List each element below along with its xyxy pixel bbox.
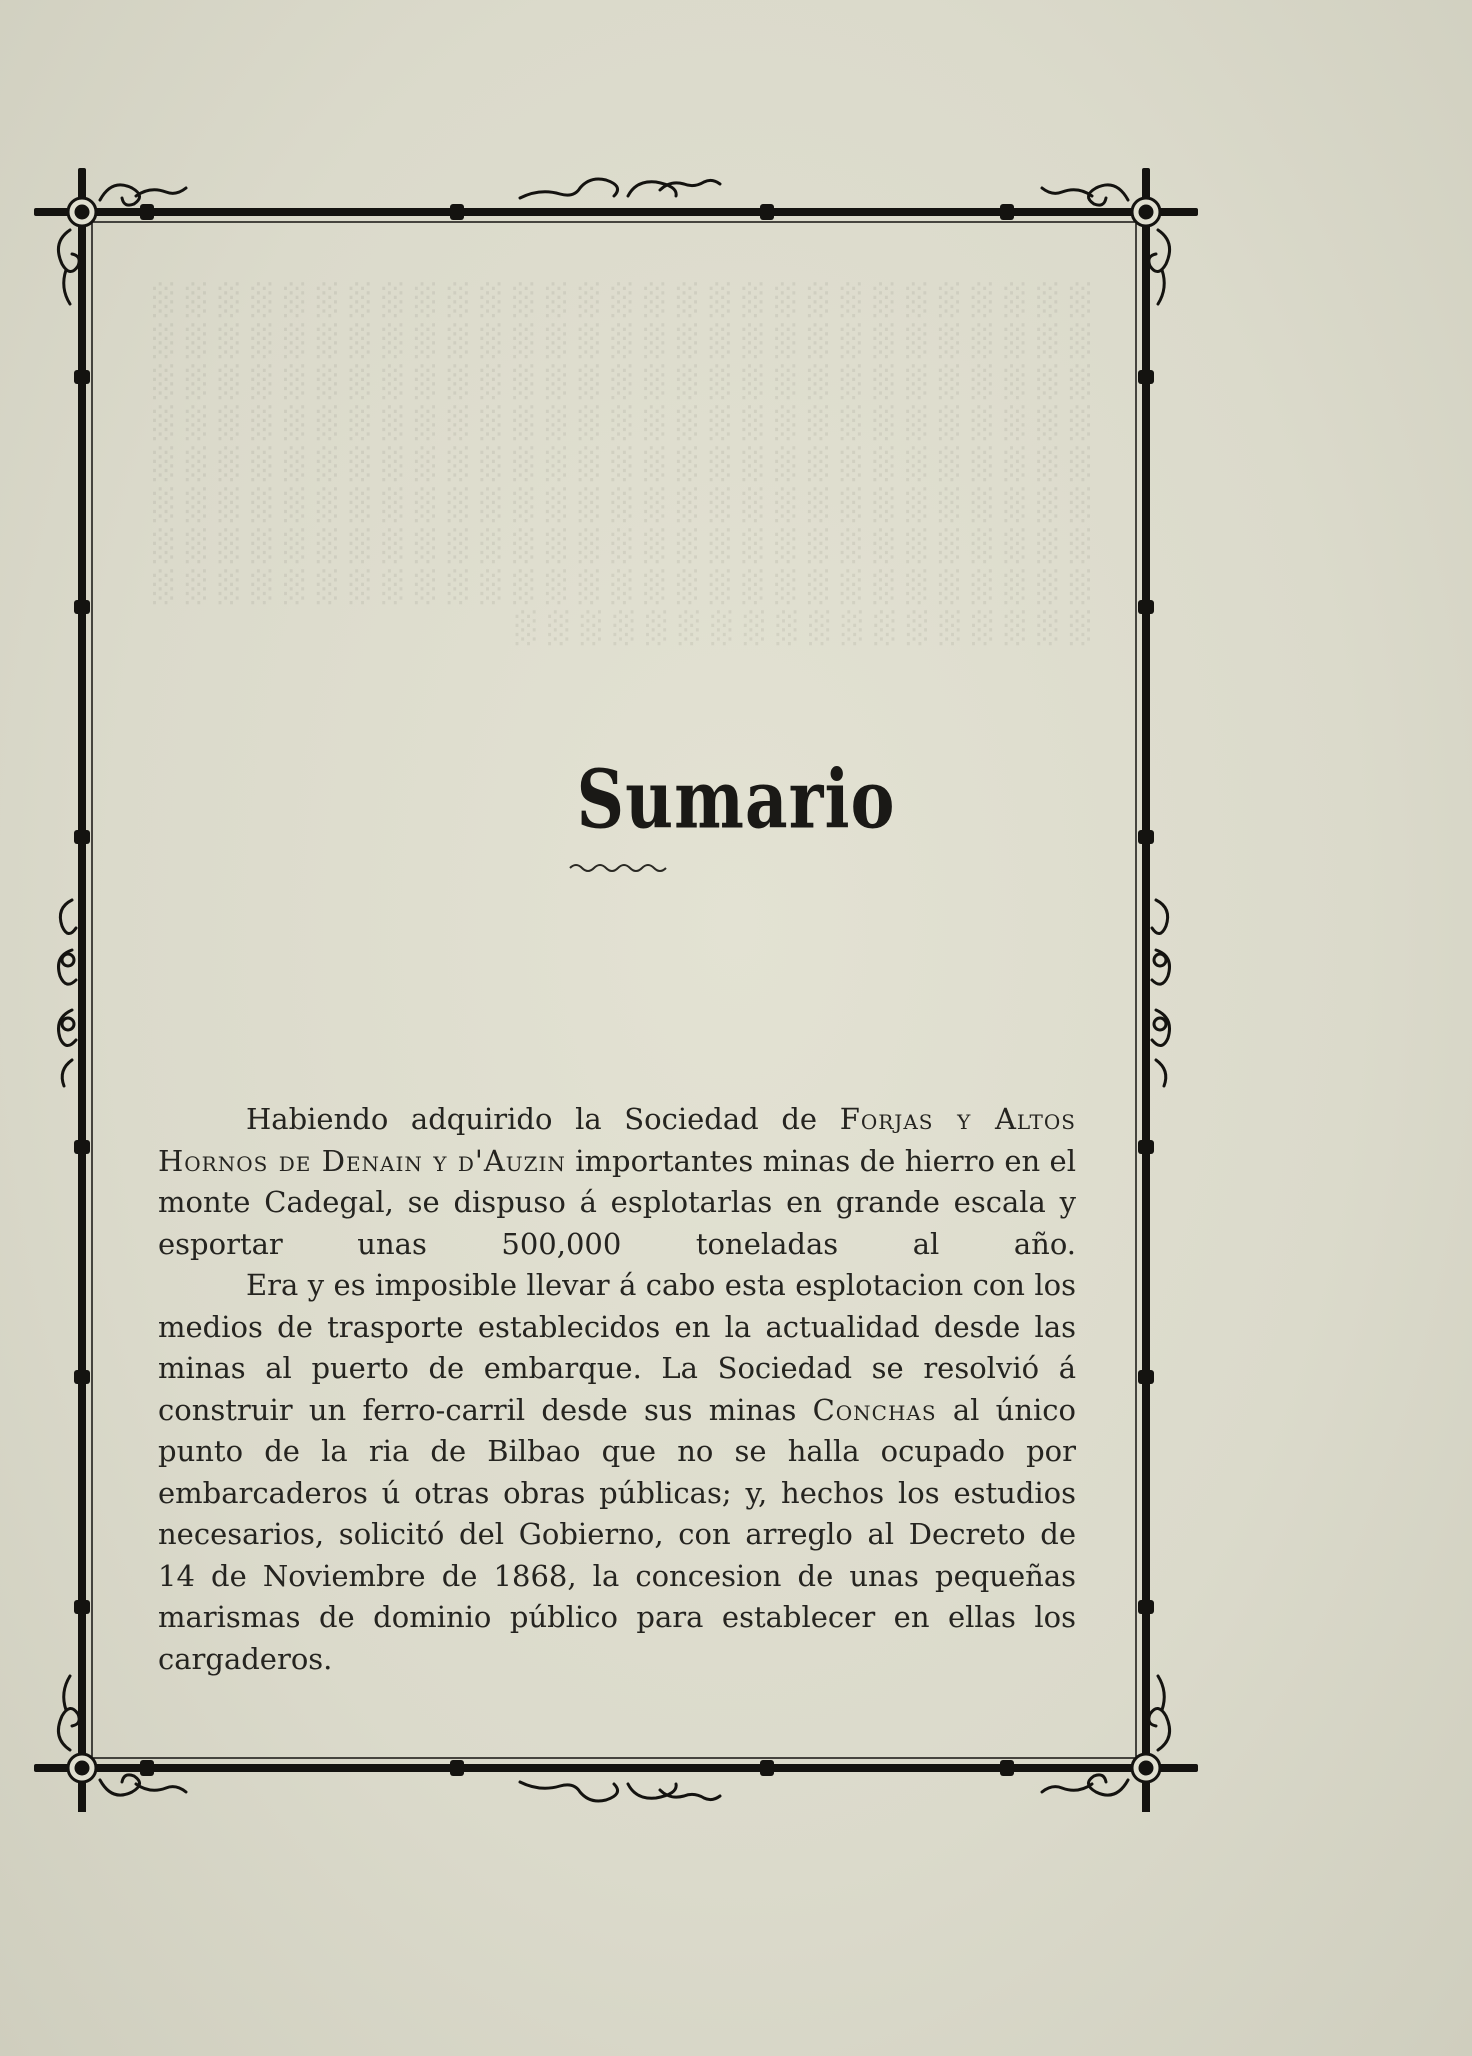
corner-ornament-bottom-left <box>58 1676 186 1795</box>
paragraph-1-text-1: Habiendo adquirido la Sociedad de <box>246 1102 840 1136</box>
summary-text <box>158 1099 1076 1680</box>
corner-ornament-top-right <box>1042 185 1170 304</box>
frame-left-rail <box>78 176 86 1812</box>
paragraph-2-text-1: Era y es imposible llevar á cabo esta esplotacion con los medios de trasporte establecidos en la actualidad desde las minas al puerto de embarque. La Sociedad se resolvió á construir un ferro-carril desde sus minas <box>158 1268 1076 1427</box>
paragraph-2 <box>158 1265 1076 1680</box>
mine-name: Conchas <box>812 1392 937 1427</box>
frame-top-rail <box>40 208 1192 216</box>
frame-right-rail <box>1142 176 1150 1812</box>
bottom-center-ornament <box>520 1782 720 1801</box>
bleed-through-texture: ░ ░ ░ ░ ░ ░ ░ ░ ░ ░ ░ ░ ░ ░ ░ ░ ░ ░ ░ ░ ░ ░ ░ ░ ░ ░ ░ ░ ░ ░ ░ ░ ░ ░ ░ ░ ░ ░ ░ ░ ░ ░ ░ ░ ░ ░ ░ ░ ░ ░ ░ ░ ░ ░ ░ ░ ░ ░ ░ ░ ░ ░ ░ ░ ░ ░ ░ ░ ░ ░ ░ ░ ░ ░ ░ ░ ░ ░ ░ ░ ░ ░ ░ ░ ░ ░ ░ ░ ░ ░ ░ ░ ░ ░ ░ ░ ░ ░ ░ ░ ░ ░ ░ ░ ░ ░ ░ ░ ░ ░ ░ ░ ░ ░ ░ ░ ░ ░ ░ ░ ░ ░ ░ ░ ░ ░ ░ ░ ░ ░ ░ ░ ░ ░ ░ ░ ░ ░ ░ ░ ░ ░ ░ ░ ░ ░ ░ ░ ░ ░ ░ ░ ░ ░ ░ ░ ░ ░ ░ ░ ░ ░ ░ ░ ░ ░ ░ ░ ░ ░ ░ ░ ░ ░ ░ ░ ░ ░ ░ ░ ░ ░ ░ ░ ░ ░ ░ ░ ░ ░ ░ ░ ░ ░ ░ ░ ░ ░ ░ ░ ░ ░ ░ ░ ░ ░ ░ ░ ░ ░ ░ ░ ░ ░ ░ ░ ░ ░ ░ ░ ░ ░ ░ ░ ░ ░ ░ ░ ░ ░ ░ ░ ░ ░ ░ ░ ░ ░ ░ ░ ░ ░ ░ ░ ░ ░ ░ ░ ░ ░ <box>150 283 1090 646</box>
corner-ornament-top-left <box>58 185 186 304</box>
top-center-ornament <box>520 179 720 198</box>
page-title: Sumario <box>576 752 896 848</box>
paragraph-1 <box>158 1099 1076 1265</box>
paragraph-1-text-2: importantes minas de hierro en el monte Cadegal, se dispuso á esplotarlas en grande escala y esportar unas 500,000 toneladas al año. <box>158 1143 1076 1261</box>
right-side-ornament <box>1152 900 1170 1086</box>
left-side-ornament <box>59 900 77 1086</box>
paragraph-2-text-2: al único punto de la ria de Bilbao que no se halla ocupado por embarcaderos ú otras obras públicas; y, hechos los estudios necesarios, solicitó del Gobierno, con arreglo al Decreto de 14 de Noviembre de 1868, la concesion de unas pequeñas marismas de dominio público para establecer en ellas los cargaderos. <box>158 1392 1076 1676</box>
company-name: Forjas y Altos Hornos de Denain y d'Auzin <box>158 1102 1076 1178</box>
frame-bottom-rail <box>40 1764 1192 1772</box>
corner-ornament-bottom-right <box>1042 1676 1170 1795</box>
title-wavy-rule <box>568 862 672 874</box>
